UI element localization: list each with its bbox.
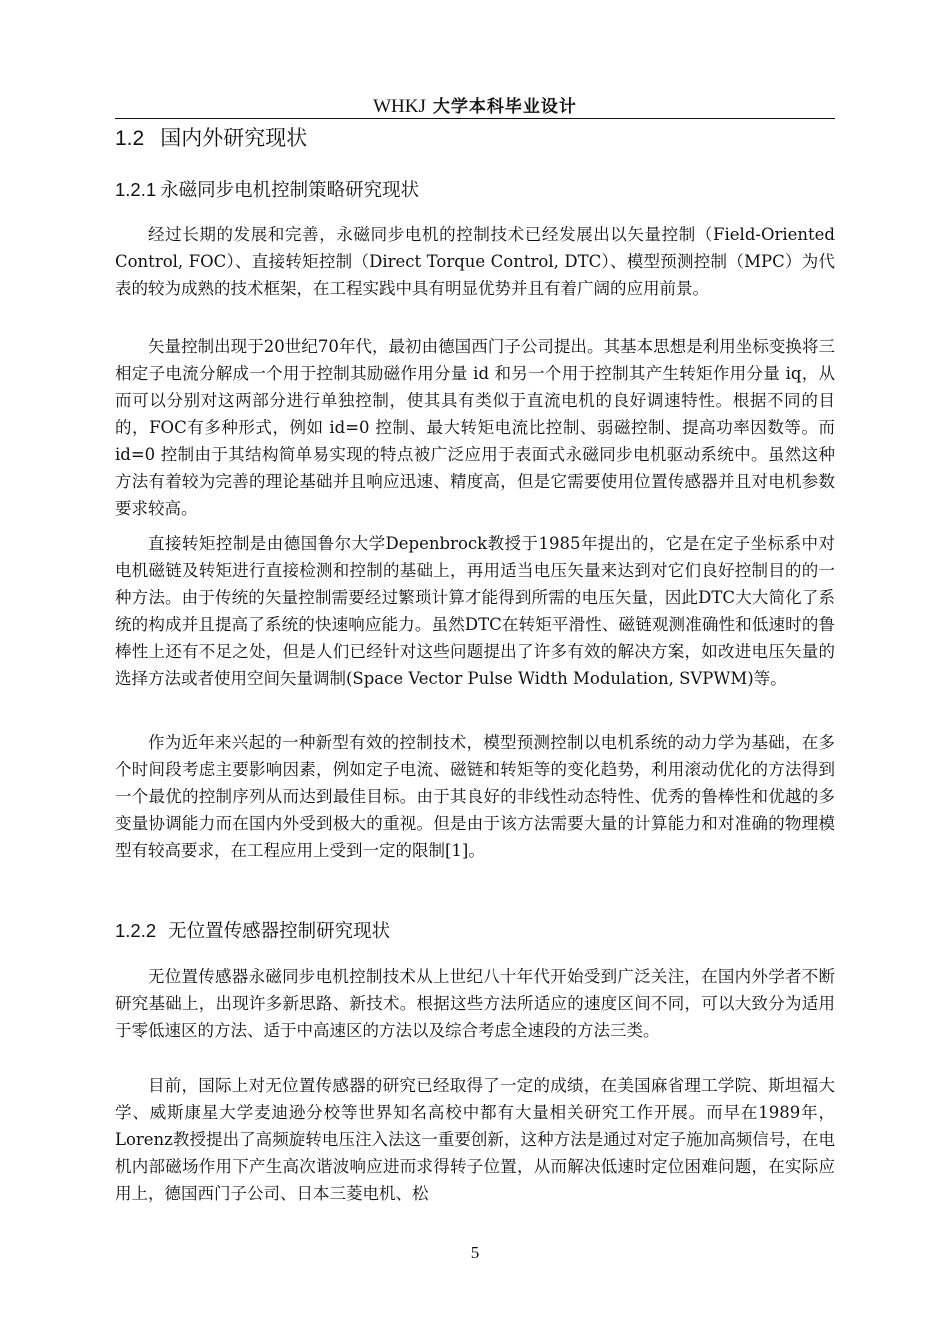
subsection-title-2: 无位置传感器控制研究现状 [168,921,391,942]
subsection-number-1: 1.2.1 [115,179,157,200]
section-heading [115,122,307,152]
section-number: 1.2 [115,127,145,150]
subsection-heading-2 [115,917,390,943]
paragraph: 直接转矩控制是由德国鲁尔大学Depenbrock教授于1985年提出的，它是在定子坐标系中对电机磁链及转矩进行直接检测和控制的基础上，再用适当电压矢量来达到对它们良好控制目的的一种方法。由于传统的矢量控制需要经过繁琐计算才能得到所需的电压矢量，因此DTC大大简化了系统的构成并且提高了系统的快速响应能力。虽然DTC在转矩平滑性、磁链观测准确性和低速时的鲁棒性上还有不足之处，但是人们已经针对这些问题提出了许多有效的解决方案，如改进电压矢量的选择方法或者使用空间矢量调制(Space Vector Pulse Width Modulation, SVPWM)等。 [115,534,835,688]
section-title: 国内外研究现状 [160,126,308,150]
header-title: 大学本科毕业设计 [432,97,577,117]
paragraph: 经过长期的发展和完善，永磁同步电机的控制技术已经发展出以矢量控制（Field-Oriented Control, FOC）、直接转矩控制（Direct Torque Control, DTC）、模型预测控制（MPC）为代表的较为成熟的技术框架，在工程实践中具有明显优势并且有着广阔的应用前景。 [115,225,835,298]
paragraph: 矢量控制出现于20世纪70年代，最初由德国西门子公司提出。其基本思想是利用坐标变换将三相定子电流分解成一个用于控制其励磁作用分量 id 和另一个用于控制其产生转矩作用分量 iq，从而可以分别对这两部分进行单独控制，使其具有类似于直流电机的良好调速特性。根据不同的目的，FOC有多种形式，例如 id=0 控制、最大转矩电流比控制、弱磁控制、提高功率因数等。而 id=0 控制由于其结构简单易实现的特点被广泛应用于表面式永磁同步电机驱动系统中。虽然这种方法有着较为完善的理论基础并且响应迅速、精度高，但是它需要使用位置传感器并且对电机参数要求较高。 [115,337,835,518]
running-header [115,92,835,118]
header-rule [115,118,835,119]
subsection-title-1: 永磁同步电机控制策略研究现状 [160,180,420,201]
paragraph: 无位置传感器永磁同步电机控制技术从上世纪八十年代开始受到广泛关注，在国内外学者不断研究基础上，出现许多新思路、新技术。根据这些方法所适应的速度区间不同，可以大致分为适用于零低速区的方法、适于中高速区的方法以及综合考虑全速段的方法三类。 [115,967,835,1040]
subsection-number-2: 1.2.2 [115,920,157,941]
page-number: 5 [470,1243,480,1262]
paragraph: 目前，国际上对无位置传感器的研究已经取得了一定的成绩，在美国麻省理工学院、斯坦福大学、威斯康星大学麦迪逊分校等世界知名高校中都有大量相关研究工作开展。而早在1989年，Lorenz教授提出了高频旋转电压注入法这一重要创新，这种方法是通过对定子施加高频信号，在电机内部磁场作用下产生高次谐波响应进而求得转子位置，从而解决低速时定位困难问题，在实际应用上，德国西门子公司、日本三菱电机、松 [115,1076,835,1203]
subsection-heading-1 [115,176,419,202]
header-latin: WHKJ [373,96,426,117]
paragraph: 作为近年来兴起的一种新型有效的控制技术，模型预测控制以电机系统的动力学为基础，在多个时间段考虑主要影响因素，例如定子电流、磁链和转矩等的变化趋势，利用滚动优化的方法得到一个最优的控制序列从而达到最佳目标。由于其良好的非线性动态特性、优秀的鲁棒性和优越的多变量协调能力而在国内外受到极大的重视。但是由于该方法需要大量的计算能力和对准确的物理模型有较高要求，在工程应用上受到一定的限制[1]。 [115,733,835,860]
